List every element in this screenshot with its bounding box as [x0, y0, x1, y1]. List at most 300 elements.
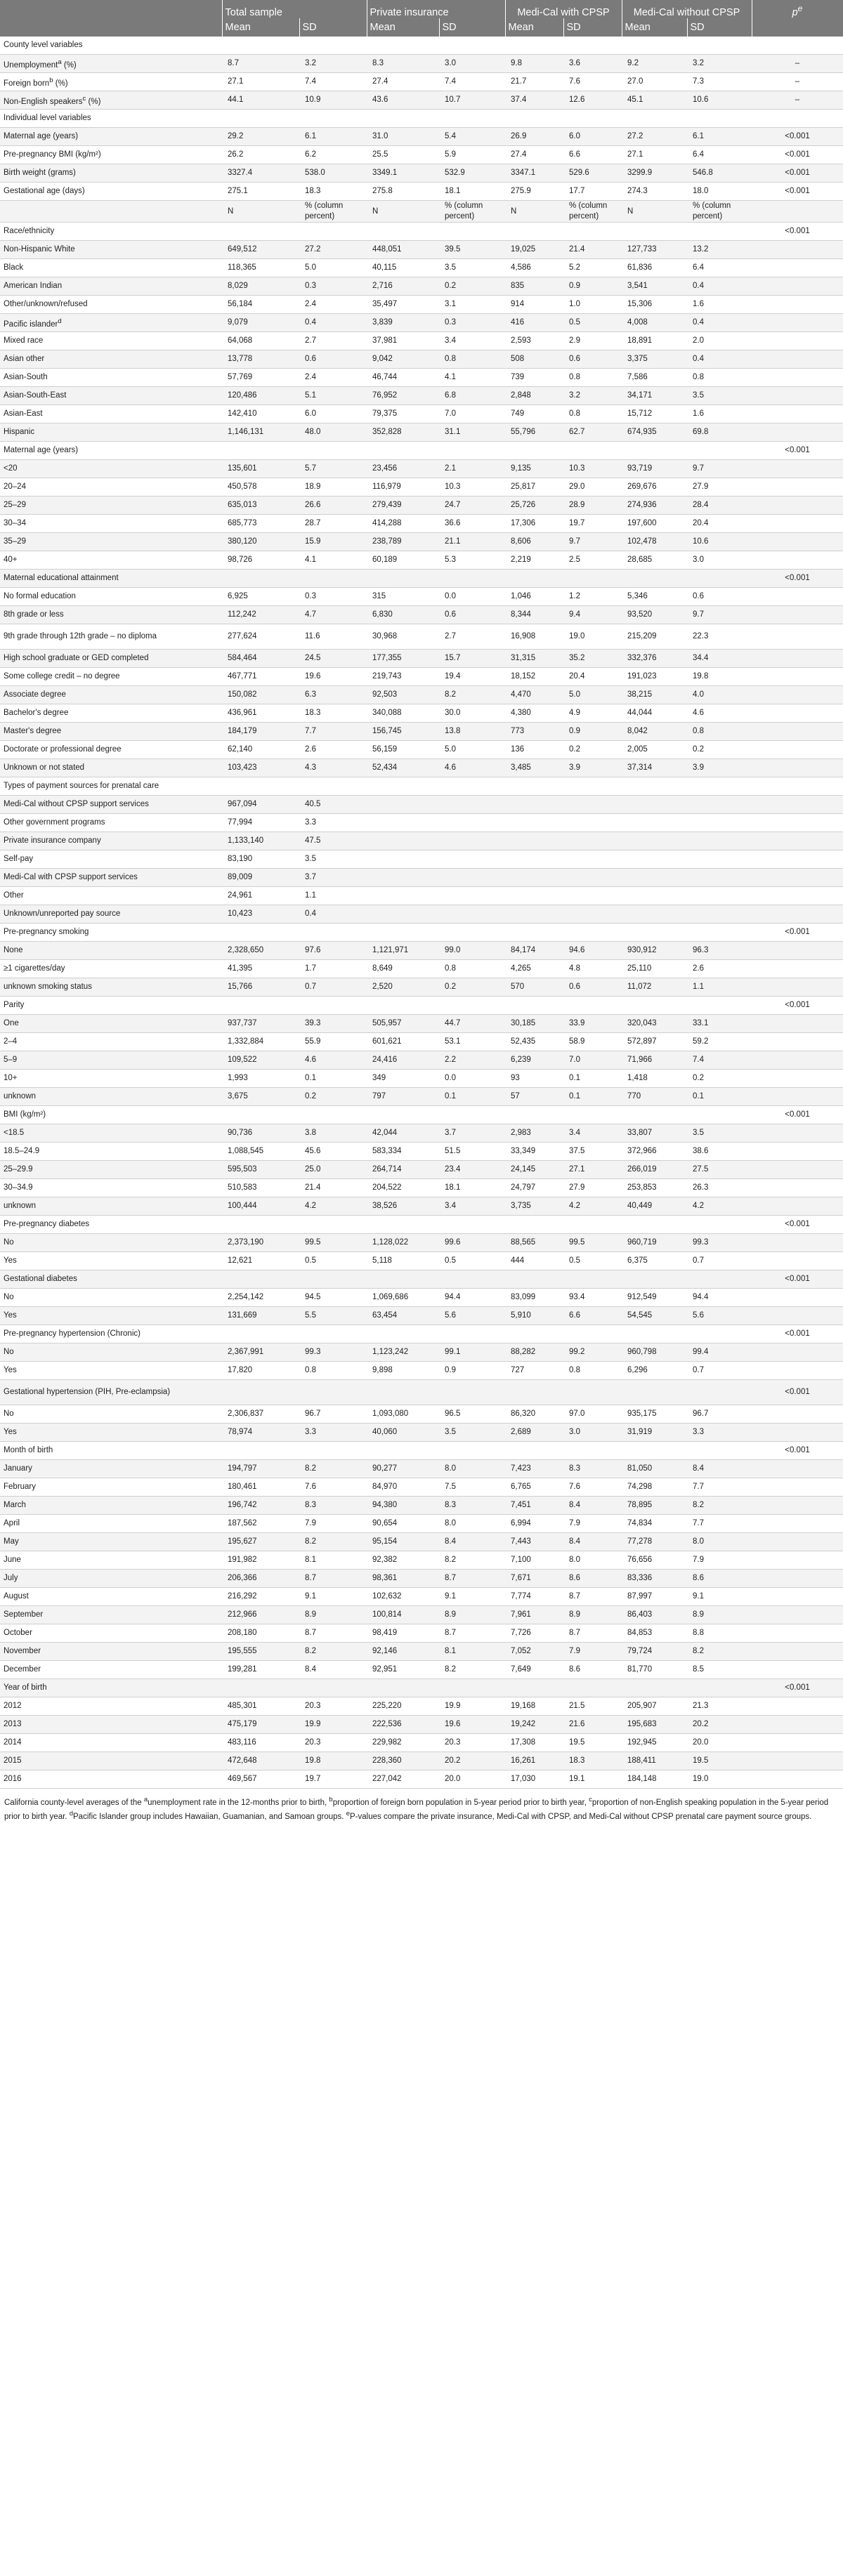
row-label-text: No formal education — [4, 592, 76, 600]
row-label-suffix: (%) — [61, 60, 77, 70]
empty-cell — [505, 37, 563, 55]
empty-cell — [367, 1380, 439, 1405]
table-cell: 17,030 — [505, 1770, 563, 1789]
empty-cell — [563, 223, 622, 241]
table-cell: 469,567 — [222, 1770, 299, 1789]
table-cell: 739 — [505, 369, 563, 387]
empty-cell — [505, 1216, 563, 1234]
p-value-cell — [752, 1343, 843, 1362]
empty-cell — [505, 1106, 563, 1124]
p-label: p — [792, 7, 798, 18]
table-cell: 19.5 — [687, 1752, 752, 1770]
empty-cell — [505, 570, 563, 588]
table-row — [0, 1362, 843, 1380]
table-cell: 4.2 — [687, 1197, 752, 1216]
table-cell: 3.9 — [687, 759, 752, 777]
table-cell: 8.1 — [299, 1551, 367, 1570]
table-row — [0, 668, 843, 686]
row-label — [0, 1070, 222, 1088]
table-cell: 1.7 — [299, 960, 367, 978]
row-label-text: 10+ — [4, 1074, 18, 1082]
row-label — [0, 128, 222, 146]
p-value-cell — [752, 624, 843, 650]
table-cell: 55,796 — [505, 423, 563, 442]
table-cell: 601,621 — [367, 1033, 439, 1051]
empty-cell — [222, 777, 299, 796]
table-cell: 6,296 — [622, 1362, 687, 1380]
table-cell: 94.4 — [687, 1289, 752, 1307]
row-label — [0, 1088, 222, 1106]
table-cell: 529.6 — [563, 164, 622, 183]
table-cell: 195,627 — [222, 1533, 299, 1551]
row-label-text: 18.5–24.9 — [4, 1147, 40, 1155]
table-row — [0, 241, 843, 259]
p-value-cell — [752, 1460, 843, 1478]
table-cell: 4.0 — [687, 686, 752, 704]
table-cell: 0.4 — [299, 314, 367, 332]
table-cell: 15,306 — [622, 296, 687, 314]
p-value-cell — [752, 387, 843, 405]
table-cell: 7.7 — [299, 723, 367, 741]
empty-cell — [299, 37, 367, 55]
table-cell: 485,301 — [222, 1697, 299, 1716]
table-cell: 275.1 — [222, 183, 299, 201]
row-label — [0, 1161, 222, 1179]
p-value-cell — [752, 332, 843, 350]
table-cell — [563, 814, 622, 832]
row-label — [0, 1015, 222, 1033]
empty-cell — [439, 37, 505, 55]
table-cell: 55.9 — [299, 1033, 367, 1051]
table-cell: 0.1 — [439, 1088, 505, 1106]
p-value-cell — [752, 887, 843, 905]
table-cell: 10.6 — [687, 533, 752, 551]
empty-cell — [222, 1106, 299, 1124]
table-cell: 3.6 — [563, 55, 622, 73]
table-cell: 0.0 — [439, 1070, 505, 1088]
table-cell: 27.4 — [505, 146, 563, 164]
table-row — [0, 1533, 843, 1551]
table-cell: 274.3 — [622, 183, 687, 201]
table-cell: 546.8 — [687, 164, 752, 183]
row-label — [0, 850, 222, 869]
row-label-text: 2012 — [4, 1702, 22, 1710]
row-label-text: <18.5 — [4, 1129, 25, 1137]
table-cell: 475,179 — [222, 1716, 299, 1734]
p-value-cell — [752, 1588, 843, 1606]
table-cell: 2,328,650 — [222, 942, 299, 960]
row-label — [0, 796, 222, 814]
table-cell: 184,179 — [222, 723, 299, 741]
empty-cell — [622, 442, 687, 460]
table-cell: 0.6 — [563, 350, 622, 369]
table-cell: 3327.4 — [222, 164, 299, 183]
row-label-text: Pacific islander — [4, 320, 58, 329]
table-cell: 2.2 — [439, 1051, 505, 1070]
section-row — [0, 924, 843, 942]
table-cell: 7.7 — [687, 1515, 752, 1533]
p-value-cell — [752, 533, 843, 551]
table-row — [0, 1624, 843, 1643]
table-cell: 21.5 — [563, 1697, 622, 1716]
row-label-text: Individual level variables — [4, 114, 91, 122]
table-cell: 197,600 — [622, 515, 687, 533]
row-label — [0, 515, 222, 533]
table-cell: 674,935 — [622, 423, 687, 442]
table-cell: N — [222, 201, 299, 223]
row-label — [0, 1770, 222, 1789]
p-value-cell — [752, 37, 843, 55]
table-cell: 24,961 — [222, 887, 299, 905]
table-cell: 21.1 — [439, 533, 505, 551]
table-cell: 99.2 — [563, 1343, 622, 1362]
table-cell: 24,797 — [505, 1179, 563, 1197]
table-cell: 450,578 — [222, 478, 299, 497]
table-cell — [439, 905, 505, 924]
p-value-cell — [752, 1515, 843, 1533]
p-value-cell: <0.001 — [752, 128, 843, 146]
table-cell: 63,454 — [367, 1307, 439, 1325]
table-cell: 204,522 — [367, 1179, 439, 1197]
table-cell: 6.4 — [687, 146, 752, 164]
table-cell: 5.6 — [439, 1307, 505, 1325]
table-cell: 90,277 — [367, 1460, 439, 1478]
row-label — [0, 1405, 222, 1424]
table-cell: 99.3 — [687, 1234, 752, 1252]
empty-cell — [439, 1325, 505, 1343]
table-cell: 33,349 — [505, 1143, 563, 1161]
table-cell: 93,719 — [622, 460, 687, 478]
table-cell: 13.2 — [687, 241, 752, 259]
empty-cell — [622, 1216, 687, 1234]
table-row — [0, 1405, 843, 1424]
table-row — [0, 650, 843, 668]
empty-cell — [622, 924, 687, 942]
table-cell: 84,853 — [622, 1624, 687, 1643]
table-cell — [622, 814, 687, 832]
empty-cell — [299, 924, 367, 942]
table-cell: 98,361 — [367, 1570, 439, 1588]
row-label — [0, 1643, 222, 1661]
row-label — [0, 387, 222, 405]
table-cell: 6.1 — [299, 128, 367, 146]
table-cell: 332,376 — [622, 650, 687, 668]
empty-cell — [622, 1106, 687, 1124]
table-cell — [439, 814, 505, 832]
table-cell: 84,970 — [367, 1478, 439, 1497]
table-cell: 1,332,884 — [222, 1033, 299, 1051]
row-label-text: Types of payment sources for prenatal care — [4, 782, 159, 790]
table-cell: 88,565 — [505, 1234, 563, 1252]
table-cell: 26.3 — [687, 1179, 752, 1197]
table-cell: 150,082 — [222, 686, 299, 704]
table-row — [0, 960, 843, 978]
row-label-text: Other/unknown/refused — [4, 300, 88, 308]
table-cell: 59.2 — [687, 1033, 752, 1051]
table-cell: 2,983 — [505, 1124, 563, 1143]
table-row — [0, 1424, 843, 1442]
table-row — [0, 1734, 843, 1752]
table-cell: 4.8 — [563, 960, 622, 978]
table-cell: 19.7 — [563, 515, 622, 533]
header-mean: Mean — [622, 18, 687, 37]
row-label-text: 40+ — [4, 556, 18, 564]
table-row — [0, 1015, 843, 1033]
row-label — [0, 1216, 222, 1234]
row-label-text: Doctorate or professional degree — [4, 745, 122, 754]
table-cell: 8.0 — [439, 1515, 505, 1533]
table-cell: 2,593 — [505, 332, 563, 350]
table-cell: 1,993 — [222, 1070, 299, 1088]
table-cell — [505, 832, 563, 850]
table-cell: 595,503 — [222, 1161, 299, 1179]
table-cell: 19.0 — [563, 624, 622, 650]
table-cell: 4,265 — [505, 960, 563, 978]
table-cell: 96.5 — [439, 1405, 505, 1424]
table-cell: 92,951 — [367, 1661, 439, 1679]
table-cell — [367, 814, 439, 832]
row-label — [0, 442, 222, 460]
table-cell: 27.1 — [563, 1161, 622, 1179]
empty-cell — [222, 997, 299, 1015]
table-cell: 2.7 — [439, 624, 505, 650]
row-label — [0, 624, 222, 650]
p-value-cell — [752, 1179, 843, 1197]
p-value-cell — [752, 1252, 843, 1270]
table-cell: 15,766 — [222, 978, 299, 997]
table-cell — [367, 869, 439, 887]
table-cell: 0.2 — [687, 741, 752, 759]
table-cell: 0.9 — [563, 277, 622, 296]
empty-cell — [367, 223, 439, 241]
row-label — [0, 978, 222, 997]
table-cell: 8.2 — [439, 1551, 505, 1570]
empty-cell — [299, 442, 367, 460]
empty-cell — [439, 997, 505, 1015]
empty-cell — [505, 1325, 563, 1343]
footnote-text: P-values compare the private insurance, Medi-Cal with CPSP, and Medi-Cal without CPSP prenatal care payment source groups. — [350, 1812, 812, 1821]
table-cell: 28.9 — [563, 497, 622, 515]
row-label-text: One — [4, 1019, 19, 1027]
row-label-text: Yes — [4, 1311, 17, 1320]
row-label-text: Self-pay — [4, 855, 34, 863]
table-cell: 8.5 — [687, 1661, 752, 1679]
table-row — [0, 1515, 843, 1533]
table-cell: 93.4 — [563, 1289, 622, 1307]
row-label — [0, 1606, 222, 1624]
p-value-cell — [752, 1051, 843, 1070]
table-cell: 7,100 — [505, 1551, 563, 1570]
table-cell: 6.6 — [563, 146, 622, 164]
row-label — [0, 497, 222, 515]
table-cell: 6,830 — [367, 606, 439, 624]
table-cell: 83,099 — [505, 1289, 563, 1307]
table-cell: 20.4 — [687, 515, 752, 533]
row-label-text: unknown — [4, 1092, 37, 1100]
table-cell: 3.5 — [687, 387, 752, 405]
p-value-cell — [752, 277, 843, 296]
table-cell: 7,423 — [505, 1460, 563, 1478]
empty-cell — [222, 1380, 299, 1405]
footnote-text: proportion of non-English speaking population in the 5-year period prior to birth year. — [4, 1798, 829, 1821]
table-cell: 8.7 — [439, 1624, 505, 1643]
table-cell: 9.8 — [505, 55, 563, 73]
table-cell: 8,649 — [367, 960, 439, 978]
table-cell: 27.2 — [622, 128, 687, 146]
table-row — [0, 1606, 843, 1624]
p-value-cell: <0.001 — [752, 442, 843, 460]
table-cell: 9,898 — [367, 1362, 439, 1380]
table-cell: 8.0 — [687, 1533, 752, 1551]
table-cell: 0.1 — [563, 1070, 622, 1088]
table-cell: 13,778 — [222, 350, 299, 369]
table-cell: 9,135 — [505, 460, 563, 478]
row-label-text: 30–34.9 — [4, 1183, 33, 1192]
table-cell: 253,853 — [622, 1179, 687, 1197]
table-cell: 222,536 — [367, 1716, 439, 1734]
empty-cell — [222, 1679, 299, 1697]
table-cell: 27.9 — [563, 1179, 622, 1197]
table-cell: 39.5 — [439, 241, 505, 259]
table-cell: 81,770 — [622, 1661, 687, 1679]
table-cell: 100,444 — [222, 1197, 299, 1216]
table-cell: 135,601 — [222, 460, 299, 478]
table-cell: 44,044 — [622, 704, 687, 723]
table-cell: 773 — [505, 723, 563, 741]
section-row — [0, 37, 843, 55]
table-cell: 8.9 — [563, 1606, 622, 1624]
row-label-text: March — [4, 1501, 26, 1509]
table-cell: 1,128,022 — [367, 1234, 439, 1252]
p-value-cell — [752, 1015, 843, 1033]
table-cell: 0.5 — [299, 1252, 367, 1270]
table-cell: 86,403 — [622, 1606, 687, 1624]
row-label — [0, 668, 222, 686]
table-cell: 99.3 — [299, 1343, 367, 1362]
table-cell: 7.6 — [299, 1478, 367, 1497]
row-label-text: 25–29.9 — [4, 1165, 33, 1174]
table-row — [0, 588, 843, 606]
section-row — [0, 777, 843, 796]
table-row — [0, 704, 843, 723]
table-cell: 4,380 — [505, 704, 563, 723]
table-cell: 8.4 — [299, 1661, 367, 1679]
table-cell: 57 — [505, 1088, 563, 1106]
row-label-text: Black — [4, 263, 24, 272]
row-label-text: Year of birth — [4, 1683, 47, 1692]
table-cell: 2.1 — [439, 460, 505, 478]
p-value-cell — [752, 1124, 843, 1143]
table-cell: 372,966 — [622, 1143, 687, 1161]
empty-cell — [563, 110, 622, 128]
p-value-cell — [752, 551, 843, 570]
table-row — [0, 183, 843, 201]
table-cell: 914 — [505, 296, 563, 314]
section-row — [0, 1325, 843, 1343]
table-cell: 116,979 — [367, 478, 439, 497]
empty-cell — [505, 1380, 563, 1405]
section-row — [0, 997, 843, 1015]
table-cell: % (column percent) — [687, 201, 752, 223]
row-label-text: Race/ethnicity — [4, 227, 55, 235]
row-label — [0, 37, 222, 55]
table-row — [0, 497, 843, 515]
table-cell: 46,744 — [367, 369, 439, 387]
table-cell: 40,115 — [367, 259, 439, 277]
row-label-text: Some college credit – no degree — [4, 672, 120, 681]
empty-cell — [222, 1216, 299, 1234]
empty-cell — [687, 1106, 752, 1124]
empty-cell — [563, 997, 622, 1015]
table-cell: 17.7 — [563, 183, 622, 201]
table-cell: 2,254,142 — [222, 1289, 299, 1307]
table-body — [0, 37, 843, 1789]
row-label — [0, 832, 222, 850]
table-cell: 2.5 — [563, 551, 622, 570]
table-cell: 77,994 — [222, 814, 299, 832]
row-label-text: Gestational hypertension (PIH, Pre-eclampsia) — [4, 1388, 171, 1396]
p-value-cell — [752, 759, 843, 777]
table-cell: 8.3 — [367, 55, 439, 73]
empty-cell — [505, 1442, 563, 1460]
p-value-cell — [752, 423, 843, 442]
empty-cell — [299, 223, 367, 241]
row-label — [0, 960, 222, 978]
p-value-cell — [752, 1570, 843, 1588]
empty-cell — [367, 1442, 439, 1460]
table-cell: 2,689 — [505, 1424, 563, 1442]
p-value-cell — [752, 668, 843, 686]
table-cell: 2.9 — [563, 332, 622, 350]
table-cell: 90,654 — [367, 1515, 439, 1533]
table-cell: 25,110 — [622, 960, 687, 978]
table-cell: 1,418 — [622, 1070, 687, 1088]
table-cell: 4,470 — [505, 686, 563, 704]
p-value-cell — [752, 1234, 843, 1252]
table-cell: 3.4 — [439, 1197, 505, 1216]
footnote-text: proportion of foreign born population in 5-year period prior to birth year, — [332, 1798, 589, 1807]
table-cell — [622, 869, 687, 887]
table-cell: 238,789 — [367, 533, 439, 551]
table-cell: 84,174 — [505, 942, 563, 960]
row-label-text: Asian-South-East — [4, 391, 67, 400]
table-cell: 16,261 — [505, 1752, 563, 1770]
row-label-text: 2016 — [4, 1775, 22, 1783]
table-cell: % (column percent) — [439, 201, 505, 223]
row-label-text: 2013 — [4, 1720, 22, 1728]
table-cell — [367, 796, 439, 814]
table-cell: 0.8 — [563, 405, 622, 423]
table-cell — [505, 814, 563, 832]
table-cell: 38,526 — [367, 1197, 439, 1216]
table-cell: 8.1 — [439, 1643, 505, 1661]
table-cell: 206,366 — [222, 1570, 299, 1588]
table-cell: 52,435 — [505, 1033, 563, 1051]
table-cell — [622, 832, 687, 850]
table-cell: 47.5 — [299, 832, 367, 850]
table-cell: 6.0 — [563, 128, 622, 146]
row-label — [0, 91, 222, 110]
table-cell: 92,382 — [367, 1551, 439, 1570]
table-cell: 9.7 — [687, 460, 752, 478]
table-cell: 20.2 — [439, 1752, 505, 1770]
table-cell: 77,278 — [622, 1533, 687, 1551]
table-cell: 81,050 — [622, 1460, 687, 1478]
table-cell: 4.2 — [299, 1197, 367, 1216]
table-row — [0, 1661, 843, 1679]
table-cell: 120,486 — [222, 387, 299, 405]
empty-cell — [299, 1216, 367, 1234]
